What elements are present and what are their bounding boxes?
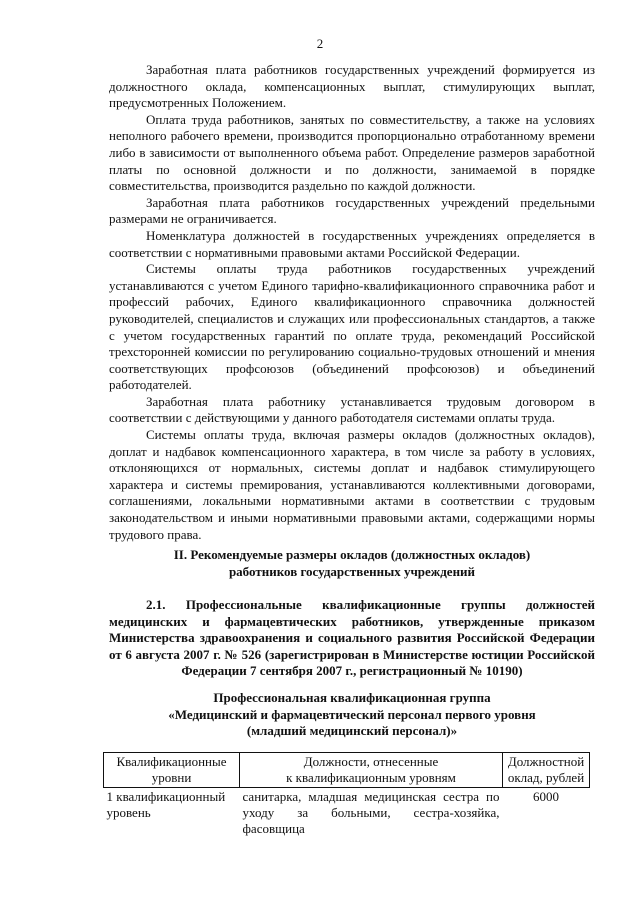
header-qualification-levels: Квалификационные уровни [104, 753, 240, 788]
header-salary: Должностной оклад, рублей [503, 753, 590, 788]
subsection-heading: 2.1. Профессиональные квалификационные группы должностей медицинских и фармацевтических работников, утвержденные приказом Министерства здравоохранения и социального развития Российской Федерации от 6 августа 2007 г. № 526 (зарегистрирован в Министерстве юстиции Российской Федерации 7 сентября 2007 г., регистрационный № 10190) [109, 597, 595, 679]
section-heading-line: II. Рекомендуемые размеры окладов (должностных окладов) [173, 547, 531, 562]
cell-salary: 6000 [533, 789, 559, 804]
cell-level: 1 квалификационный уровень [106, 789, 226, 820]
body-text [109, 62, 595, 543]
section-heading-line: работников государственных учреждений [228, 563, 476, 579]
group-heading-line: (младший медицинский персонал)» [246, 723, 458, 739]
paragraph: Заработная плата работников государственных учреждений формируется из должностного оклада, компенсационных выплат, стимулирующих выплат, предусмотренных Положением. [109, 62, 595, 111]
paragraph: Оплата труда работников, занятых по совместительству, а также на условиях неполного рабочего времени, производится пропорционально отработанному времени либо в зависимости от выполненного объема работ. Определение размеров заработной платы по основной должности и по должности, занимаемой в порядке совместительства, производится раздельно по каждой должности. [109, 111, 595, 194]
table-row [104, 788, 590, 839]
header-positions: Должности, отнесенные к квалификационным уровням [240, 753, 503, 788]
group-heading-line: Профессиональная квалификационная группа [213, 690, 491, 705]
group-heading-line: «Медицинский и фармацевтический персонал первого уровня [168, 706, 536, 722]
salary-table [103, 752, 590, 838]
paragraph: Системы оплаты труда, включая размеры окладов (должностных окладов), доплат и надбавок компенсационного характера, в том числе за работу в условиях, отклоняющихся от нормальных, системы доплат и надбавок стимулирующего характера и системы премирования, устанавливаются коллективными договорами, соглашениями, локальными нормативными актами в соответствии с трудовым законодательством и иными нормативными правовыми актами, содержащими нормы трудового права. [109, 427, 595, 542]
paragraph: Системы оплаты труда работников государственных учреждений устанавливаются с учетом Единого тарифно-квалификационного справочника работ и профессий рабочих, Единого квалификационного справочника должностей руководителей, специалистов и служащих или профессиональных стандартов, а также с учетом государственных гарантий по оплате труда, рекомендаций Российской трехсторонней комиссии по регулированию социально-трудовых отношений и мнения соответствующих профсоюзов (объединений профсоюзов) и объединений работодателей. [109, 261, 595, 393]
group-heading [109, 690, 595, 740]
section-heading [109, 547, 595, 580]
paragraph: Заработная плата работнику устанавливается трудовым договором в соответствии с действующими у данного работодателя системами оплаты труда. [109, 393, 595, 426]
page-number: 2 [316, 36, 324, 51]
paragraph: Заработная плата работников государственных учреждений предельными размерами не ограничивается. [109, 194, 595, 227]
paragraph: Номенклатура должностей в государственных учреждениях определяется в соответствии с нормативными правовыми актами Российской Федерации. [109, 227, 595, 260]
cell-positions: санитарка, младшая медицинская сестра по уходу за больными, сестра-хозяйка, фасовщица [242, 789, 500, 836]
table-header-row [104, 753, 590, 788]
